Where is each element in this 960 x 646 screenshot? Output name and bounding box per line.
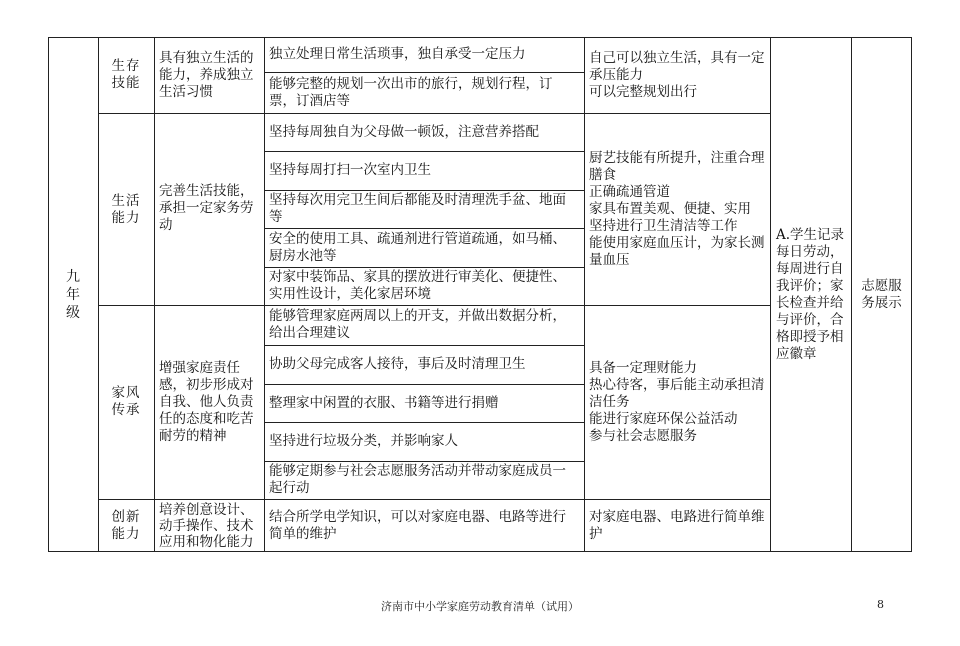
task-text: 对家中装饰品、家具的摆放进行审美化、便捷性、实用性设计，美化家居环境 bbox=[269, 269, 566, 302]
standard-cell bbox=[584, 305, 770, 499]
standard-text: 对家庭电器、电路进行简单维护 bbox=[589, 508, 765, 542]
task-text: 坚持进行垃圾分类，并影响家人 bbox=[269, 433, 458, 449]
grade-cell bbox=[48, 37, 98, 552]
task-cell bbox=[264, 113, 584, 151]
task-cell bbox=[264, 305, 584, 345]
task-cell bbox=[264, 72, 584, 113]
task-text: 结合所学电学知识，可以对家庭电器、电路等进行简单的维护 bbox=[269, 508, 566, 542]
labor-checklist-table bbox=[48, 37, 912, 552]
goal-text: 具有独立生活的能力，养成独立生活习惯 bbox=[159, 49, 254, 100]
task-cell bbox=[264, 384, 584, 422]
grade-label: 九 年 级 bbox=[66, 268, 80, 321]
standard-text: 自己可以独立生活，具有一定承压能力 可以完整规划出行 bbox=[589, 49, 765, 100]
task-text: 整理家中闲置的衣服、书籍等进行捐赠 bbox=[269, 394, 499, 411]
display-text: 志愿服务展示 bbox=[861, 277, 902, 311]
task-cell bbox=[264, 37, 584, 72]
task-text: 坚持每次用完卫生间后都能及时清理洗手盆、地面等 bbox=[269, 192, 566, 225]
task-text: 安全的使用工具、疏通剂进行管道疏通，如马桶、厨房水池等 bbox=[269, 230, 566, 264]
task-text: 坚持每周打扫一次室内卫生 bbox=[269, 162, 431, 178]
area-cell-family-tradition bbox=[98, 305, 154, 499]
display-cell bbox=[851, 37, 912, 552]
area-label: 家风 传承 bbox=[111, 385, 141, 418]
task-cell bbox=[264, 151, 584, 190]
task-cell bbox=[264, 461, 584, 499]
standard-cell bbox=[584, 113, 770, 305]
task-text: 能够管理家庭两周以上的开支，并做出数据分析，给出合理建议 bbox=[269, 308, 566, 341]
task-cell bbox=[264, 190, 584, 228]
goal-cell bbox=[154, 499, 264, 552]
evaluation-text: A.学生记录每日劳动，每周进行自我评价；家长检查并给与评价，合格即授予相应徽章 bbox=[776, 226, 845, 362]
task-text: 协助父母完成客人接待，事后及时清理卫生 bbox=[269, 356, 526, 372]
area-label: 创新 能力 bbox=[111, 508, 141, 542]
task-cell bbox=[264, 345, 584, 384]
task-text: 独立处理日常生活琐事，独自承受一定压力 bbox=[269, 46, 526, 62]
task-text: 能够完整的规划一次出市的旅行，规划行程，订票，订酒店等 bbox=[269, 75, 553, 109]
standard-cell bbox=[584, 37, 770, 113]
area-label: 生存 技能 bbox=[111, 58, 141, 91]
goal-cell bbox=[154, 305, 264, 499]
standard-cell bbox=[584, 499, 770, 552]
area-cell-innovation bbox=[98, 499, 154, 552]
page-number: 8 bbox=[877, 598, 884, 611]
goal-cell bbox=[154, 37, 264, 113]
evaluation-cell bbox=[770, 37, 851, 552]
page-footer-title: 济南市中小学家庭劳动教育清单（试用） bbox=[381, 600, 579, 613]
area-cell-life-ability bbox=[98, 113, 154, 305]
goal-text: 增强家庭责任感，初步形成对自我、他人负责任的态度和吃苦耐劳的精神 bbox=[159, 359, 254, 444]
area-label: 生活 能力 bbox=[111, 193, 141, 226]
task-cell bbox=[264, 422, 584, 461]
task-cell bbox=[264, 228, 584, 267]
goal-text: 完善生活技能，承担一定家务劳动 bbox=[159, 183, 254, 233]
goal-text: 培养创意设计、动手操作、技术应用和物化能力 bbox=[159, 501, 254, 550]
area-cell-survival-skills bbox=[98, 37, 154, 113]
task-text: 坚持每周独自为父母做一顿饭，注意营养搭配 bbox=[269, 123, 539, 140]
standard-text: 厨艺技能有所提升，注重合理膳食 正确疏通管道 家具布置美观、便捷、实用 坚持进行卫生清洁等工作 能使用家庭血压计，为家长测量血压 bbox=[589, 149, 765, 268]
task-text: 能够定期参与社会志愿服务活动并带动家庭成员一起行动 bbox=[269, 463, 566, 496]
task-cell bbox=[264, 499, 584, 552]
task-cell bbox=[264, 267, 584, 305]
goal-cell bbox=[154, 113, 264, 305]
standard-text: 具备一定理财能力 热心待客，事后能主动承担清洁任务 能进行家庭环保公益活动 参与社会志愿服务 bbox=[589, 359, 765, 444]
